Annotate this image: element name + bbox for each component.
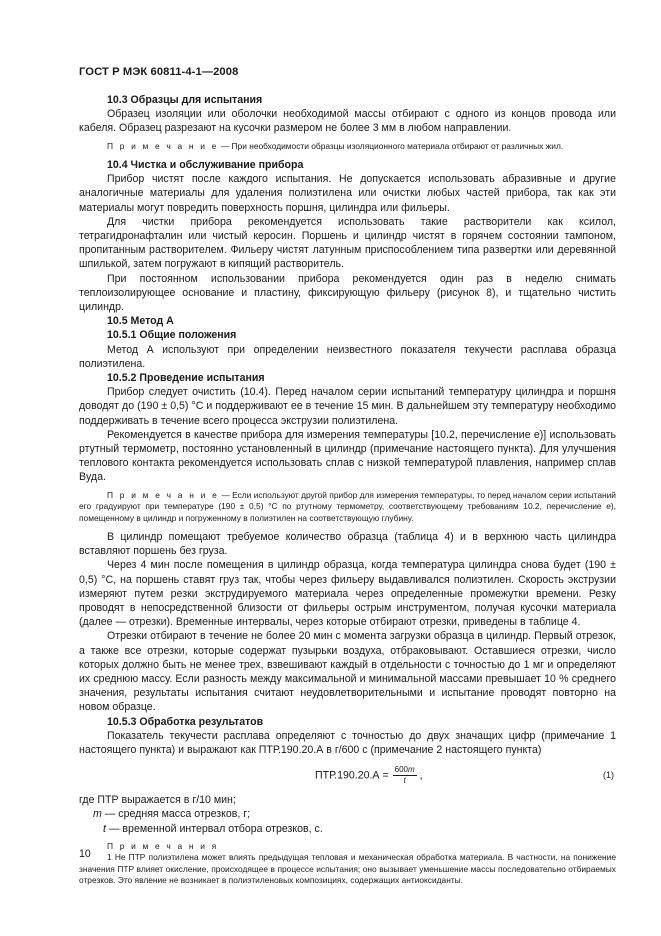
note <box>79 141 616 152</box>
paragraph: Рекомендуется в качестве прибора для измерения температуры [10.2, перечисление е)] использовать ртутный термометр, постоянно установленный в цилиндр (примечание настоящего пункта). Для улучшения теплового контакта рекомендуется использовать сплав с низкой температурой плавления, например сплав Вуда. <box>79 428 616 484</box>
paragraph: Образец изоляции или оболочки необходимой массы отбирают с одного из концов провода или кабеля. Образец разрезают на кусочки размером не более 3 мм в любом направлении. <box>79 108 616 135</box>
definition-variable: m <box>93 808 102 821</box>
formula-tail: , <box>416 769 423 782</box>
definitions-intro: где ПТР выражается в г/10 мин; <box>79 794 236 807</box>
notes-label-text: П р и м е ч а н и я <box>107 840 219 851</box>
formula-lhs: ПТР.190.20.А = <box>315 769 389 782</box>
paragraph: Прибор следует очистить (10.4). Перед началом серии испытаний температуру цилиндра и поршня доводят до (190 ± 0,5) °С и поддерживают ее в течение 15 мин. В дальнейшем эту температуру необходимо поддерживать в течение всего процесса экструзии полиэтилена. <box>79 386 616 427</box>
note <box>79 490 616 524</box>
definition-text: — временной интервал отбора отрезков, с. <box>105 822 323 835</box>
formula-1 <box>79 759 616 789</box>
section-heading-10-4: 10.4 Чистка и обслуживание прибора <box>107 159 304 172</box>
paragraph: При постоянном использовании прибора рекомендуется один раз в неделю снимать теплоизолирующее основание и пластину, фиксирующую фильеру (рисунок 8), и тщательно чистить цилиндр. <box>79 272 616 314</box>
equation-number: (1) <box>603 770 614 781</box>
paragraph: Показатель текучести расплава определяют с точностью до двух значащих цифр (примечание 1 настоящего пункта) и выражают как ПТР.190.20.А в г/600 с (примечание 2 настоящего пункта) <box>79 729 616 756</box>
paragraph: Отрезки отбирают в течение не более 20 мин с момента загрузки образца в цилиндр. Первый отрезок, а также все отрезки, которые содержат пузырьки воздуха, отбраковывают. Оставшиеся отрезки, число которых должно быть не менее трех, взвешивают каждый в отдельности с точностью до 1 мг и определяют их среднюю массу. Если разность между максимальной и минимальной массами превышает 10 % среднего значения, результаты испытания считают неудовлетворительными и испытание проводят повторно на новом образце. <box>79 630 616 714</box>
section-heading-10-5-1: 10.5.1 Общие положения <box>107 329 237 342</box>
paragraph: В цилиндр помещают требуемое количество образца (таблица 4) и в верхнюю часть цилиндра вставляют поршень без груза. <box>79 530 616 558</box>
formula-denominator: t <box>403 776 406 786</box>
definitions <box>79 793 616 836</box>
paragraph: Для чистки прибора рекомендуется использовать такие растворители как ксилол, тетрагидронафталин или чистый керосин. Поршень и цилиндр чистят в горячем состоянии тампоном, пропитанным растворителем. Фильеру чистят латунным приспособлением типа развертки или деревянной шпилькой, затем погружают в кипящий растворитель. <box>79 215 616 271</box>
note-1: 1 Не ПТР полиэтилена может влиять предыдущая тепловая и механическая обработка материала. В частности, на понижение значения ПТР влияет окисление, происходящее в процессе испытания; оно вызывает уменьшение массы последовательно отбираемых отрезков. Это явление не возникает в полиэтиленовых композициях, содержащих антиоксиданты. <box>79 852 616 885</box>
section-heading-10-5-2: 10.5.2 Проведение испытания <box>107 372 265 385</box>
paragraph: Прибор чистят после каждого испытания. Не допускается использовать абразивные и другие аналогичные материалы для удаления полиэтилена или очистки любых частей прибора, так как эти материалы могут повредить поверхность поршня, цилиндра или фильеры. <box>79 173 616 214</box>
page-number: 10 <box>79 848 91 860</box>
definition-m <box>79 807 616 821</box>
formula-expression <box>315 765 423 786</box>
notes-label <box>79 841 616 852</box>
formula-fraction <box>393 765 417 786</box>
document-header: ГОСТ Р МЭК 60811-4-1—2008 <box>79 66 239 78</box>
section-heading-10-5-3: 10.5.3 Обработка результатов <box>107 715 264 728</box>
numerator-number: 600 <box>394 765 408 775</box>
page-content <box>79 93 616 892</box>
note-label: П р и м е ч а н и е <box>107 140 219 151</box>
definition-variable: t <box>103 822 106 835</box>
paragraph: Через 4 мин после помещения в цилиндр образца, когда температура цилиндра снова будет (190 ± 0,5) °С, на поршень ставят груз так, чтобы через фильеру выдавливался полиэтилен. Скорость экструзии измеряют путем резки экструдируемого материала через определенные промежутки времени. Резку проводят в непосредственной близости от фильеры острым инструментом, получая кусочки материала (далее — отрезки). Временные интервалы, через которые отбирают отрезки, приведены в таблице 4. <box>79 559 616 629</box>
definition-t <box>79 822 616 836</box>
note-label: П р и м е ч а н и е <box>107 489 219 500</box>
section-heading-10-5: 10.5 Метод А <box>107 315 174 328</box>
formula-numerator <box>393 765 417 776</box>
definition-text: — средняя масса отрезков, г; <box>101 808 251 821</box>
paragraph: Метод А используют при определении неизвестного показателя текучести расплава образца полиэтилена. <box>79 343 616 370</box>
note-text: — Если используют другой прибор для измерения температуры, то перед началом серии испытаний его градуируют при температуре (190 ± 0,5) °С по ртутному термометру, соответствующему требованиям 10.2, перечисление е), помещенному в цилиндр и погруженному в полиэтилен на соответствующую глубину. <box>79 489 616 523</box>
numerator-variable: m <box>408 765 415 775</box>
section-heading-10-3: 10.3 Образцы для испытания <box>107 94 263 106</box>
note-text: — При необходимости образцы изоляционного материала отбирают от различных жил. <box>218 140 564 151</box>
